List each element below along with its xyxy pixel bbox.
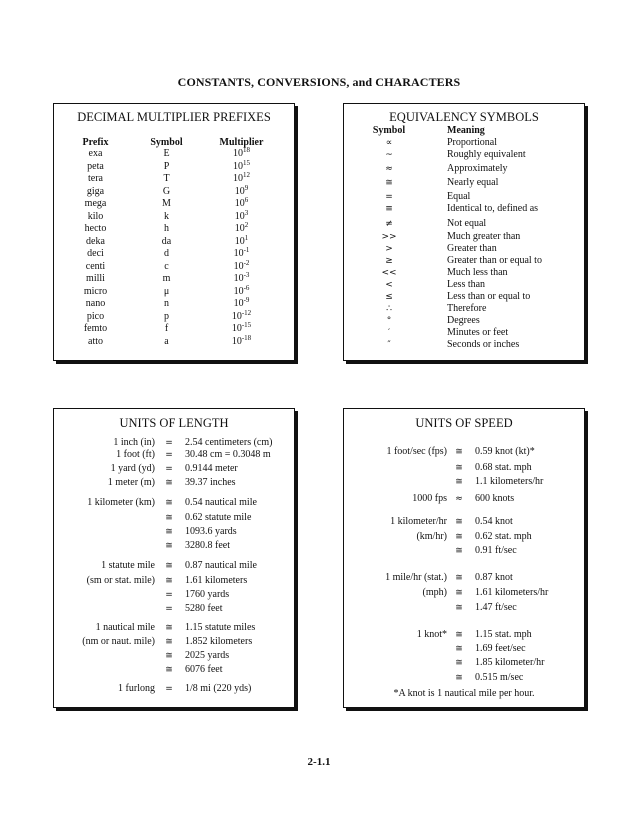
speed-relation: ≅ <box>455 588 463 598</box>
prefix-name: peta <box>87 160 104 172</box>
length-row <box>54 575 294 587</box>
prefix-multiplier <box>209 273 274 285</box>
prefix-symbol: T <box>163 173 170 184</box>
speed-box <box>343 408 585 708</box>
length-value: 0.62 statute mile <box>185 512 252 523</box>
speed-value: 1.69 feet/sec <box>475 643 526 654</box>
prefix-row <box>54 248 294 260</box>
prefix-symbol: k <box>164 210 169 222</box>
prefix-column-header: Prefix <box>82 137 109 148</box>
length-relation: ≅ <box>165 623 173 633</box>
length-row <box>54 540 294 552</box>
length-relation: ≅ <box>165 651 173 661</box>
equivalency-row <box>344 218 584 230</box>
prefix-name: centi <box>85 260 106 272</box>
length-relation: = <box>165 450 173 460</box>
length-row <box>54 449 294 461</box>
equivalency-symbol: ∴ <box>386 304 392 314</box>
equivalency-symbol: ~ <box>385 150 393 160</box>
prefix-row <box>54 173 294 185</box>
equivalency-row <box>344 315 584 327</box>
prefix-multiplier <box>209 223 274 235</box>
multiplier-base: 10 <box>233 260 244 272</box>
prefix-name: deci <box>87 248 104 259</box>
length-row <box>54 683 294 695</box>
length-value: 2.54 centimeters (cm) <box>185 437 273 448</box>
prefixes-box <box>53 103 295 361</box>
prefix-row <box>54 183 294 198</box>
speed-value: 0.62 stat. mph <box>475 531 532 542</box>
length-row <box>54 477 294 489</box>
length-value: 5280 feet <box>185 603 223 614</box>
prefix-name: pico <box>86 310 105 322</box>
multiplier-exponent: 15 <box>243 158 250 167</box>
prefix-symbol: E <box>163 148 170 159</box>
length-title: UNITS OF LENGTH <box>119 416 229 430</box>
multiplier-exponent: -6 <box>243 283 250 292</box>
equivalency-symbol: ° <box>386 316 392 326</box>
equivalency-symbol: ≥ <box>385 256 393 266</box>
equivalency-meaning: Approximately <box>447 163 508 174</box>
equivalency-meaning: Not equal <box>447 218 487 229</box>
length-relation: ≅ <box>165 513 173 523</box>
speed-value: 1.1 kilometers/hr <box>475 476 544 487</box>
length-relation: = <box>165 438 173 448</box>
speed-value: 1.47 ft/sec <box>475 602 517 613</box>
length-unit: 1 inch (in) <box>113 437 155 448</box>
speed-row <box>344 462 584 474</box>
prefix-name: atto <box>88 335 103 347</box>
equivalency-box <box>343 103 585 361</box>
speed-row <box>344 493 584 505</box>
equivalency-meaning: Nearly equal <box>447 177 499 188</box>
equivalency-meaning: Identical to, defined as <box>447 203 539 214</box>
length-row <box>54 463 294 475</box>
equivalency-row <box>344 137 584 149</box>
length-unit: 1 yard (yd) <box>110 463 155 474</box>
speed-row <box>344 531 584 543</box>
length-unit: 1 foot (ft) <box>116 449 155 460</box>
equivalency-row <box>344 163 584 175</box>
prefix-row <box>54 333 294 348</box>
length-unit: (sm or stat. mile) <box>86 575 155 586</box>
multiplier-base: 10 <box>231 335 242 347</box>
speed-value: 0.59 knot (kt)* <box>475 446 535 457</box>
speed-relation: ≅ <box>455 517 463 527</box>
length-row <box>54 650 294 662</box>
equivalency-meaning: Less than or equal to <box>447 291 531 302</box>
multiplier-exponent: 12 <box>243 171 250 179</box>
prefix-multiplier <box>209 173 274 185</box>
equivalency-symbol: ≈ <box>385 164 393 174</box>
length-unit: (nm or naut. mile) <box>82 636 155 647</box>
length-value: 1.15 statute miles <box>185 622 256 633</box>
equivalency-row <box>344 303 584 315</box>
speed-value: 1.61 kilometers/hr <box>475 587 549 598</box>
equivalency-symbol: < <box>385 280 393 290</box>
speed-row <box>344 516 584 528</box>
multiplier-base: 10 <box>231 323 242 334</box>
speed-unit: 1 foot/sec (fps) <box>386 446 447 457</box>
prefix-row <box>54 323 294 335</box>
length-relation: ≅ <box>165 665 173 675</box>
prefix-multiplier <box>209 198 274 210</box>
prefix-multiplier <box>209 283 274 298</box>
length-relation: ≅ <box>165 527 173 537</box>
symbol-column-header: Symbol <box>150 137 183 148</box>
length-relation: ≅ <box>165 637 173 647</box>
multiplier-base: 10 <box>233 160 243 172</box>
multiplier-exponent: 9 <box>244 183 249 192</box>
prefix-name: micro <box>83 285 108 297</box>
length-relation: = <box>165 590 173 600</box>
length-relation: ≅ <box>165 576 173 586</box>
speed-unit: 1000 fps <box>412 493 447 504</box>
equivalency-title: EQUIVALENCY SYMBOLS <box>389 110 539 124</box>
prefix-row <box>54 158 294 173</box>
prefix-symbol: n <box>164 298 169 309</box>
equivalency-row <box>344 255 584 267</box>
prefix-multiplier <box>209 248 274 260</box>
prefix-symbol: p <box>164 310 169 322</box>
speed-row <box>344 629 584 641</box>
equivalency-symbol-header: Symbol <box>372 125 406 136</box>
equivalency-symbol: > <box>385 244 393 254</box>
speed-row <box>344 587 584 599</box>
length-value: 0.87 nautical mile <box>185 560 257 571</box>
equivalency-row <box>344 191 584 203</box>
speed-row <box>344 672 584 684</box>
equivalency-meaning: Less than <box>447 279 486 290</box>
speed-row <box>344 602 584 614</box>
speed-row <box>344 476 584 488</box>
multiplier-exponent: 18 <box>243 146 250 154</box>
length-unit: 1 meter (m) <box>107 477 155 488</box>
page-number: 2-1.1 <box>307 756 331 768</box>
speed-relation: ≅ <box>455 658 463 668</box>
speed-value: 0.87 knot <box>475 572 513 583</box>
prefix-symbol: P <box>163 160 170 172</box>
speed-relation: ≅ <box>455 447 463 457</box>
prefix-name: giga <box>86 185 105 197</box>
multiplier-exponent: 3 <box>244 208 249 217</box>
equivalency-meaning: Greater than <box>447 243 497 254</box>
speed-value: 600 knots <box>475 493 515 504</box>
equivalency-meaning: Much less than <box>447 267 508 278</box>
multiplier-base: 10 <box>234 210 245 222</box>
length-row <box>54 560 294 572</box>
length-row <box>54 589 294 601</box>
prefix-name: kilo <box>87 210 104 222</box>
multiplier-base: 10 <box>234 235 245 247</box>
multiplier-exponent: -15 <box>241 321 252 329</box>
multiplier-base: 10 <box>233 298 244 309</box>
prefix-row <box>54 258 294 273</box>
equivalency-row <box>344 339 584 351</box>
equivalency-row <box>344 231 584 243</box>
equivalency-symbol: ≤ <box>385 292 393 302</box>
length-relation: ≅ <box>165 561 173 571</box>
equivalency-symbol: ≠ <box>385 219 393 229</box>
length-value: 30.48 cm = 0.3048 m <box>185 449 271 460</box>
speed-row <box>344 545 584 557</box>
equivalency-meaning: Therefore <box>447 303 487 314</box>
prefix-row <box>54 148 294 160</box>
equivalency-symbol: >> <box>381 232 397 242</box>
length-row <box>54 497 294 509</box>
prefix-row <box>54 308 294 323</box>
equivalency-symbol: ∝ <box>385 138 393 148</box>
prefix-name: femto <box>83 323 108 334</box>
equivalency-symbol: << <box>381 268 397 278</box>
prefix-multiplier <box>209 148 274 160</box>
multiplier-exponent: 2 <box>244 221 249 229</box>
length-value: 3280.8 feet <box>185 540 230 551</box>
prefix-multiplier <box>209 183 274 198</box>
prefix-multiplier <box>209 333 274 348</box>
page-title: CONSTANTS, CONVERSIONS, and CHARACTERS <box>177 75 461 89</box>
prefix-row <box>54 223 294 235</box>
equivalency-meaning: Equal <box>447 191 471 202</box>
speed-relation: ≅ <box>455 603 463 613</box>
equivalency-row <box>344 177 584 189</box>
equivalency-meaning: Much greater than <box>447 231 521 242</box>
length-row <box>54 526 294 538</box>
speed-value: 1.15 stat. mph <box>475 629 532 640</box>
equivalency-row <box>344 149 584 161</box>
multiplier-base: 10 <box>231 310 242 322</box>
speed-unit: 1 mile/hr (stat.) <box>385 572 447 583</box>
length-row <box>54 664 294 676</box>
speed-value: 0.515 m/sec <box>475 672 524 683</box>
prefix-row <box>54 208 294 223</box>
equivalency-meaning-header: Meaning <box>447 125 485 136</box>
prefix-name: deka <box>86 235 105 247</box>
speed-relation: ≅ <box>455 477 463 487</box>
speed-relation: ≅ <box>455 573 463 583</box>
prefix-name: tera <box>88 173 103 184</box>
prefix-row <box>54 198 294 210</box>
equivalency-row <box>344 327 584 339</box>
equivalency-row <box>344 203 584 215</box>
equivalency-symbol: ′ <box>387 328 391 338</box>
knot-footnote: *A knot is 1 nautical mile per hour. <box>393 688 535 699</box>
speed-relation: ≅ <box>455 546 463 556</box>
multiplier-exponent: -9 <box>243 296 250 304</box>
length-row <box>54 437 294 449</box>
prefix-multiplier <box>209 158 274 173</box>
prefix-name: nano <box>85 298 106 309</box>
length-row <box>54 603 294 615</box>
prefix-row <box>54 273 294 285</box>
speed-value: 0.54 knot <box>475 516 513 527</box>
length-box <box>53 408 295 708</box>
multiplier-exponent: 1 <box>244 233 249 242</box>
length-row <box>54 512 294 524</box>
length-value: 2025 yards <box>185 650 230 661</box>
speed-relation: ≈ <box>455 494 463 504</box>
speed-row <box>344 572 584 584</box>
speed-relation: ≅ <box>455 644 463 654</box>
prefix-symbol: a <box>164 335 169 347</box>
prefix-multiplier <box>209 233 274 248</box>
multiplier-exponent: -3 <box>243 271 250 279</box>
equivalency-symbol: ″ <box>387 340 391 350</box>
length-value: 1/8 mi (220 yds) <box>185 683 252 694</box>
length-value: 0.9144 meter <box>185 463 238 474</box>
prefix-name: hecto <box>84 223 107 234</box>
multiplier-exponent: -1 <box>243 246 250 254</box>
equivalency-symbol: ≅ <box>385 178 393 188</box>
speed-unit: (mph) <box>422 587 447 598</box>
speed-value: 0.91 ft/sec <box>475 545 517 556</box>
speed-row <box>344 446 584 458</box>
prefix-row <box>54 283 294 298</box>
speed-relation: ≅ <box>455 463 463 473</box>
equivalency-row <box>344 267 584 279</box>
equivalency-meaning: Greater than or equal to <box>447 255 542 266</box>
length-unit: 1 statute mile <box>101 560 155 571</box>
length-value: 1.852 kilometers <box>185 636 253 647</box>
length-unit: 1 furlong <box>118 683 155 694</box>
multiplier-exponent: -12 <box>241 308 252 317</box>
multiplier-column-header: Multiplier <box>219 137 264 148</box>
prefix-symbol: h <box>164 223 169 234</box>
prefix-symbol: G <box>162 185 171 197</box>
length-value: 6076 feet <box>185 664 223 675</box>
prefix-name: mega <box>84 198 107 209</box>
prefix-multiplier <box>209 258 274 273</box>
length-unit: 1 nautical mile <box>95 622 155 633</box>
length-value: 1760 yards <box>185 589 230 600</box>
equivalency-meaning: Seconds or inches <box>447 339 520 350</box>
speed-row <box>344 643 584 655</box>
speed-row <box>344 657 584 669</box>
length-value: 1093.6 yards <box>185 526 237 537</box>
length-value: 0.54 nautical mile <box>185 497 257 508</box>
prefix-row <box>54 233 294 248</box>
multiplier-exponent: 6 <box>244 196 249 204</box>
equivalency-row <box>344 279 584 291</box>
prefix-symbol: d <box>164 248 169 259</box>
prefix-symbol: μ <box>163 285 170 297</box>
length-unit: 1 kilometer (km) <box>87 497 155 508</box>
speed-unit: 1 knot* <box>416 629 447 640</box>
length-row <box>54 622 294 634</box>
speed-relation: ≅ <box>455 673 463 683</box>
multiplier-base: 10 <box>234 185 245 197</box>
multiplier-exponent: -2 <box>243 258 250 267</box>
length-relation: ≅ <box>165 478 173 488</box>
prefix-symbol: m <box>162 273 171 284</box>
prefix-row <box>54 298 294 310</box>
speed-unit: 1 kilometer/hr <box>390 516 447 527</box>
length-relation: = <box>165 464 173 474</box>
speed-value: 1.85 kilometer/hr <box>475 657 545 668</box>
multiplier-base: 10 <box>233 273 244 284</box>
speed-relation: ≅ <box>455 532 463 542</box>
speed-value: 0.68 stat. mph <box>475 462 532 473</box>
equivalency-meaning: Degrees <box>447 315 480 326</box>
prefix-name: exa <box>88 148 103 159</box>
multiplier-base: 10 <box>233 248 244 259</box>
prefix-name: milli <box>86 273 105 284</box>
speed-title: UNITS OF SPEED <box>415 416 513 430</box>
prefixes-title: DECIMAL MULTIPLIER PREFIXES <box>77 110 271 124</box>
multiplier-base: 10 <box>234 223 245 234</box>
equivalency-row <box>344 291 584 303</box>
equivalency-symbol: = <box>385 192 393 202</box>
prefix-symbol: M <box>162 198 171 209</box>
equivalency-meaning: Proportional <box>447 137 497 148</box>
length-relation: ≅ <box>165 498 173 508</box>
multiplier-base: 10 <box>233 285 244 297</box>
equivalency-row <box>344 243 584 255</box>
multiplier-exponent: -18 <box>241 333 252 342</box>
speed-unit: (km/hr) <box>416 531 447 542</box>
length-relation: ≅ <box>165 541 173 551</box>
length-relation: = <box>165 684 173 694</box>
equivalency-symbol: ≡ <box>385 204 393 214</box>
length-row <box>54 636 294 648</box>
length-value: 39.37 inches <box>185 477 236 488</box>
speed-relation: ≅ <box>455 630 463 640</box>
prefix-symbol: da <box>161 235 172 247</box>
equivalency-meaning: Roughly equivalent <box>447 149 526 160</box>
prefix-symbol: f <box>164 323 169 334</box>
length-value: 1.61 kilometers <box>185 575 248 586</box>
length-relation: = <box>165 604 173 614</box>
prefix-symbol: c <box>164 260 169 272</box>
multiplier-base: 10 <box>233 173 243 184</box>
multiplier-base: 10 <box>234 198 245 209</box>
equivalency-meaning: Minutes or feet <box>447 327 509 338</box>
prefix-multiplier <box>209 208 274 223</box>
multiplier-base: 10 <box>233 148 243 159</box>
